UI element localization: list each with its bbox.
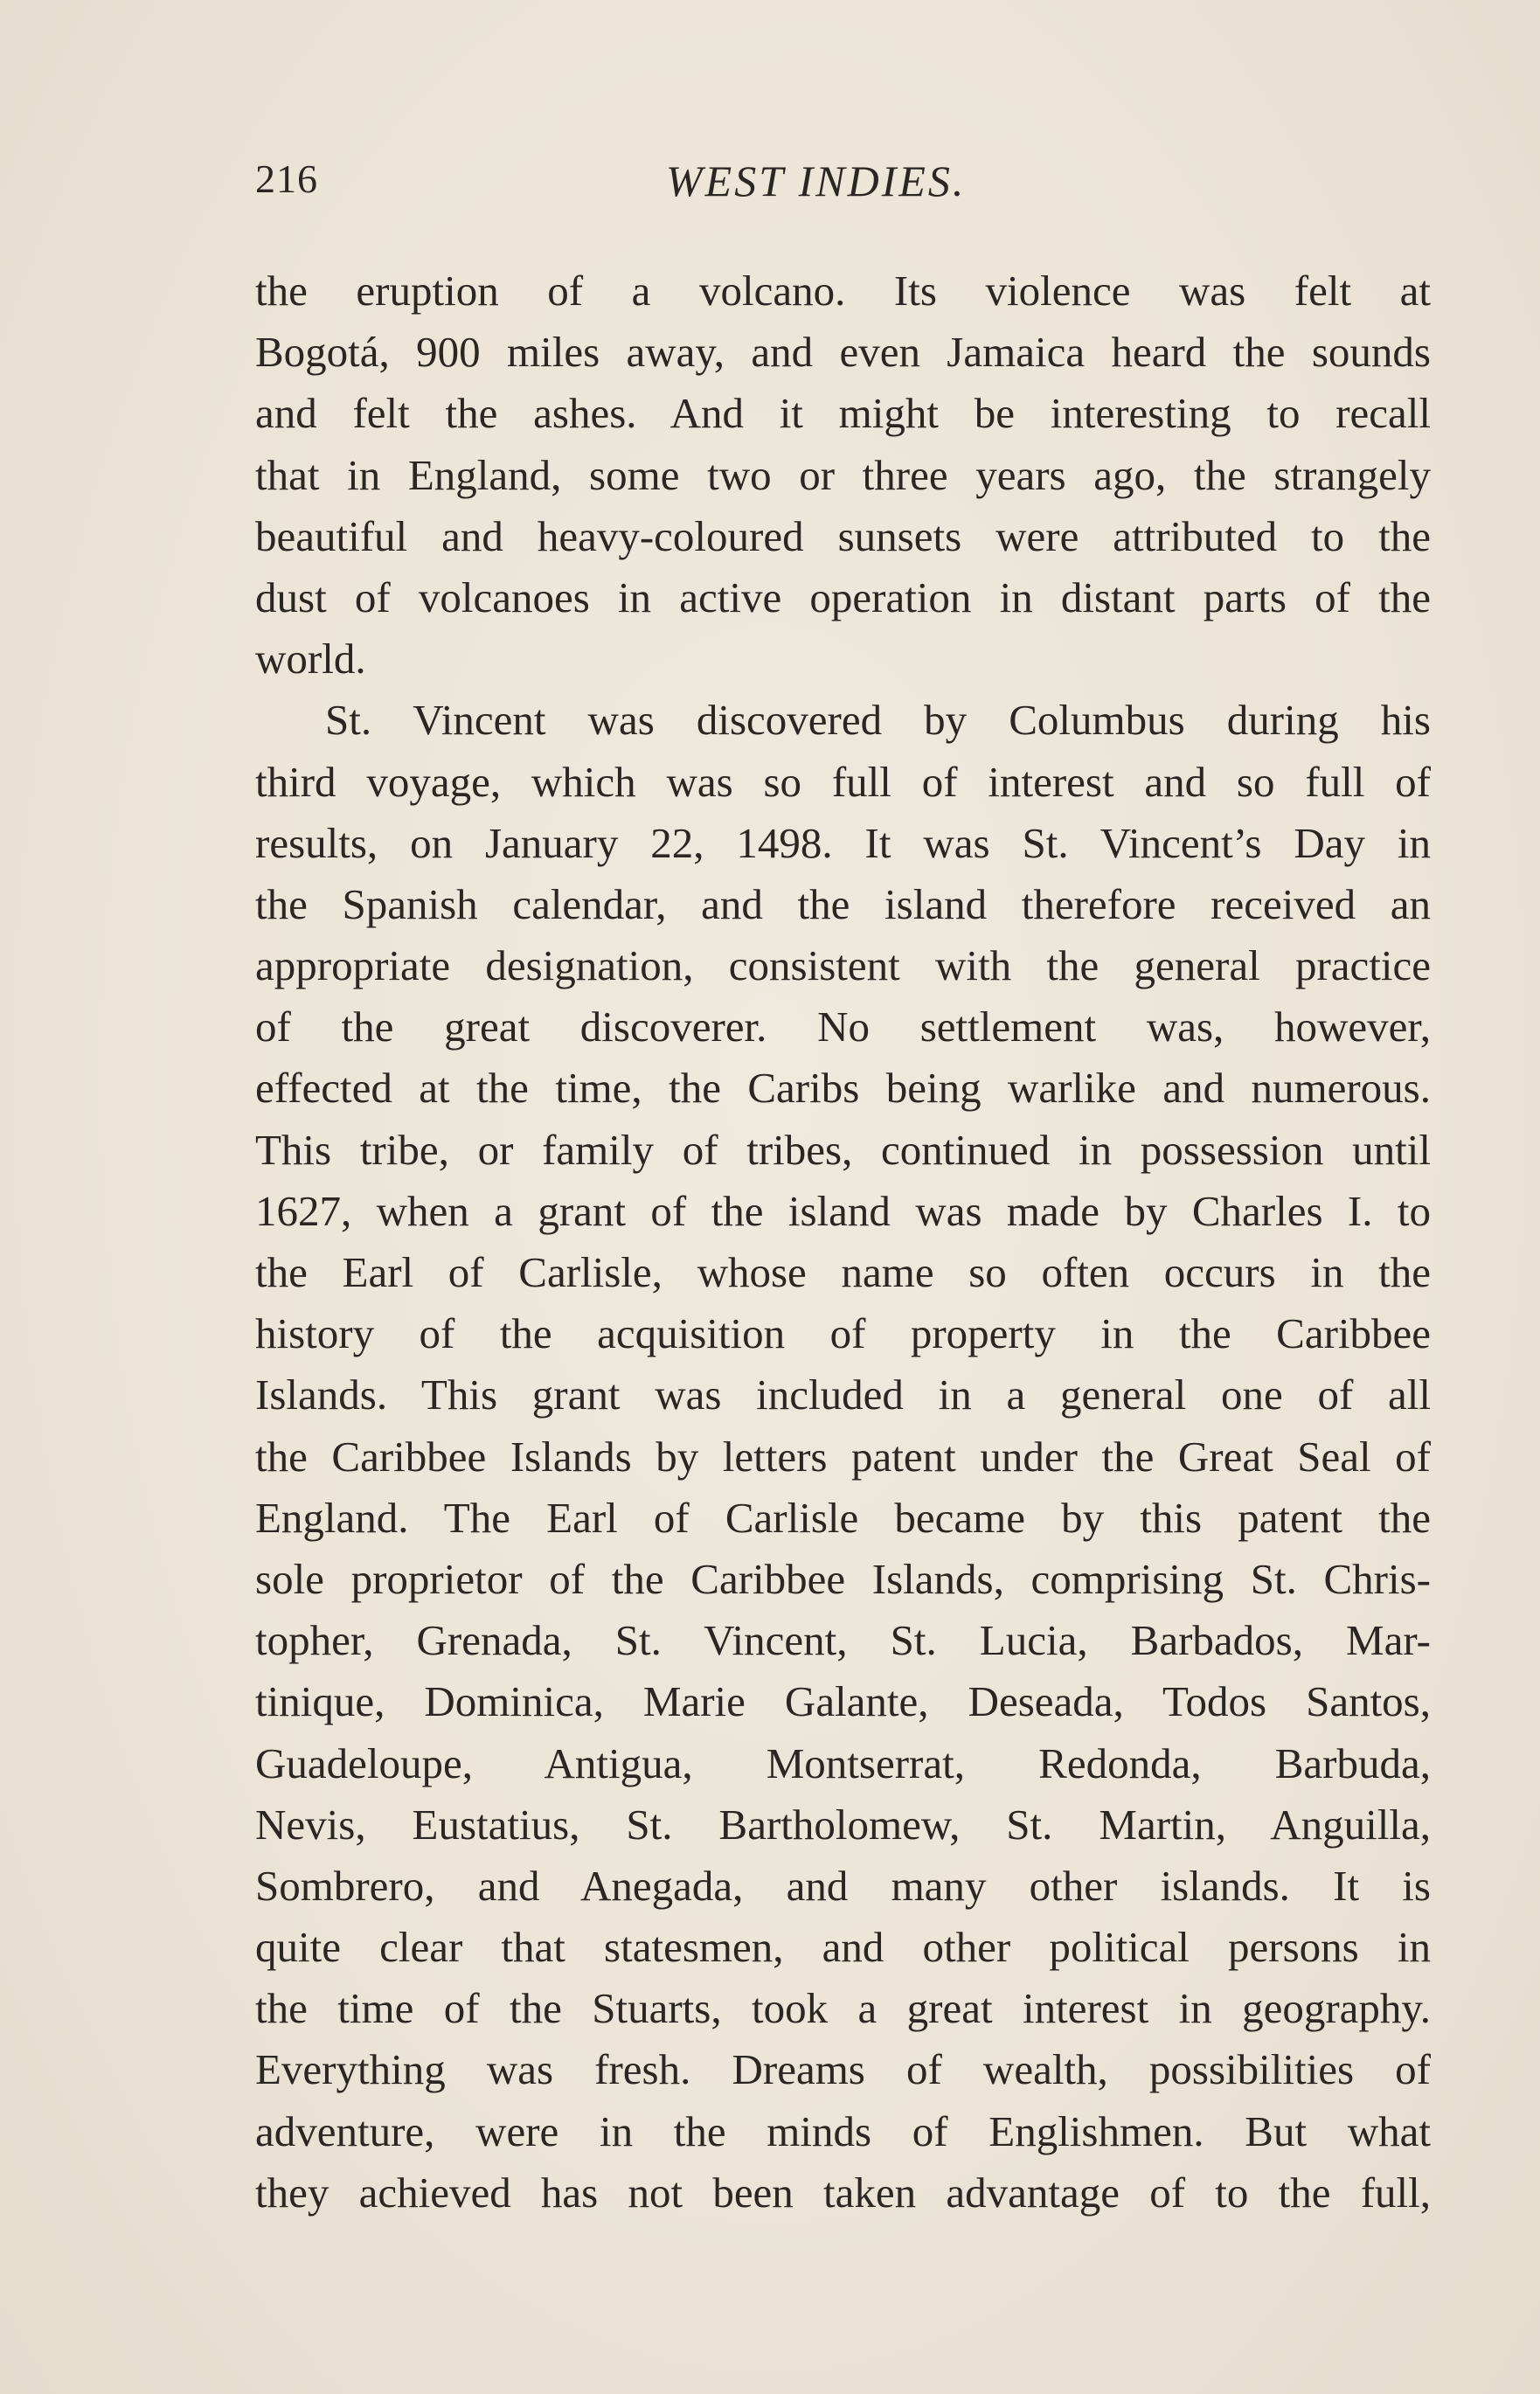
- text-line: quite clear that statesmen, and other political persons in: [255, 1923, 1431, 1972]
- text-line: adventure, were in the minds of Englishmen. But what: [255, 2106, 1431, 2155]
- text-line: Everything was fresh. Dreams of wealth, possibilities of: [255, 2045, 1431, 2094]
- page-number: 216: [255, 156, 318, 201]
- text-line: dust of volcanoes in active operation in distant parts of the: [255, 572, 1431, 621]
- text-line: England. The Earl of Carlisle became by this patent the: [255, 1493, 1431, 1542]
- text-line: Sombrero, and Anegada, and many other islands. It is: [255, 1861, 1431, 1910]
- text-line: sole proprietor of the Caribbee Islands, comprising St. Chris-: [255, 1554, 1431, 1603]
- text-line: that in England, some two or three years ago, the strangely: [255, 450, 1431, 499]
- text-line: Bogotá, 900 miles away, and even Jamaica heard the sounds: [255, 328, 1431, 377]
- text-line: appropriate designation, consistent with the general practice: [255, 941, 1431, 990]
- text-line: This tribe, or family of tribes, continued in possession until: [255, 1125, 1431, 1174]
- body-text: [255, 260, 1431, 2224]
- text-line: world.: [255, 635, 366, 684]
- text-line: effected at the time, the Caribs being warlike and numerous.: [255, 1064, 1431, 1113]
- text-line: and felt the ashes. And it might be interesting to recall: [255, 389, 1431, 438]
- text-line: results, on January 22, 1498. It was St. Vincent’s Day in: [255, 818, 1431, 867]
- text-line: tinique, Dominica, Marie Galante, Deseada, Todos Santos,: [255, 1677, 1431, 1726]
- text-line: the eruption of a volcano. Its violence was felt at: [255, 267, 1431, 315]
- text-line: the time of the Stuarts, took a great interest in geography.: [255, 1984, 1431, 2033]
- text-line: St. Vincent was discovered by Columbus during his: [325, 696, 1431, 745]
- text-line: Islands. This grant was included in a general one of all: [255, 1370, 1431, 1419]
- running-head: [255, 156, 1431, 217]
- text-line: beautiful and heavy-coloured sunsets were attributed to the: [255, 511, 1431, 560]
- text-line: they achieved has not been taken advantage of to the full,: [255, 2168, 1431, 2217]
- text-line: topher, Grenada, St. Vincent, St. Lucia, Barbados, Mar-: [255, 1616, 1431, 1665]
- text-line: Guadeloupe, Antigua, Montserrat, Redonda, Barbuda,: [255, 1738, 1431, 1787]
- text-line: Nevis, Eustatius, St. Bartholomew, St. Martin, Anguilla,: [255, 1800, 1431, 1849]
- text-line: of the great discoverer. No settlement was, however,: [255, 1003, 1431, 1051]
- text-line: 1627, when a grant of the island was made by Charles I. to: [255, 1186, 1431, 1235]
- text-line: third voyage, which was so full of interest and so full of: [255, 757, 1431, 806]
- text-line: the Caribbee Islands by letters patent under the Great Seal of: [255, 1432, 1431, 1481]
- text-line: history of the acquisition of property in the Caribbee: [255, 1309, 1431, 1358]
- running-title: WEST INDIES.: [666, 156, 967, 205]
- text-line: the Earl of Carlisle, whose name so often occurs in the: [255, 1248, 1431, 1296]
- text-line: the Spanish calendar, and the island therefore received an: [255, 879, 1431, 928]
